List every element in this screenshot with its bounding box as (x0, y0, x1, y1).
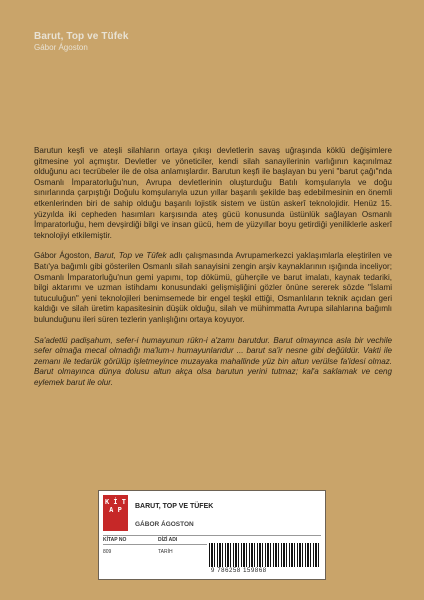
blurb-quote: Sa'adetlü padişahum, sefer-i humayunun rükn-i a'zamı barutdur. Barut olmayınca asla bir vechile sefer olmağa mecal olmadığı ma'lum-ı humayunlarıdur ... barut sa'ir nesne gibi değüldür. Vakti ile zemanı ile tedarük görülüp işletmeyince muzayaka mahallinde yüz bin altun verülse fa'idesi olmaz. Barut olmayınca dünya dolusu altun akça olsa barutun yerini tutmaz; kal'a saklamak ve ceng eylemek barut ile olur. (34, 335, 392, 387)
publisher-logo (103, 495, 128, 531)
book-number-label: KİTAP NO (103, 537, 127, 543)
label-divider-mid (103, 544, 207, 545)
blurb-paragraph-2 (34, 251, 392, 325)
publisher-logo-text: K İ T A P (104, 498, 127, 514)
paragraph-2-author: Gábor Ágoston, (34, 251, 92, 261)
paragraph-2-body: adlı çalışmasında Avrupamerkezci yaklaşımlarla eleştirilen ve Batı'ya bağımlı gibi gösterilen Osmanlı silah sanayisini zengin arşiv kaynaklarının ışığında inceliyor; Osmanlı İmparatorluğu'nun gemi yapımı, top dökümü, güherçile ve barut imalatı, kaynak tedariki, bilgi aktarımı ve uzman istihdamı konusundaki gelişmişliğini gözler önüne sererek sözde "İslami tutuculuğun" yeni teknolojileri benimsemede bir engel teşkil ettiği, Osmanlıların teknik açıdan geri kaldığı ve silah üretim kapasitesinin düşük olduğu, silah ve mühimmatta Avrupa silahlarına bağımlı bulunduğunu ileri süren tezlerin yanlışlığını ortaya koyuyor. (34, 251, 393, 324)
series-name-label: DİZİ ADI (158, 537, 178, 543)
book-author: Gábor Ágoston (34, 43, 88, 52)
label-divider-top (103, 535, 321, 536)
label-author: GÁBOR ÁGOSTON (135, 521, 194, 528)
paragraph-2-book-title: Barut, Top ve Tüfek (94, 251, 167, 261)
book-title: Barut, Top ve Tüfek (34, 31, 129, 42)
cover-header (34, 31, 129, 52)
label-title: BARUT, TOP VE TÜFEK (135, 503, 214, 510)
blurb-text (34, 146, 392, 398)
catalog-label (98, 490, 326, 580)
isbn-barcode (209, 543, 319, 567)
book-number-value: 809 (103, 549, 112, 555)
blurb-paragraph-1: Barutun keşfi ve ateşli silahların ortaya çıkışı devletlerin savaş uğraşında köklü değişimlere gitmesine yol açmıştır. Devletler ve yöneticiler, kendi silah sanayilerinin varlığının kaçınılmaz olduğunu acı tecrübeler ile de olsa anlamışlardır. Barutun keşfi ile başlayan bu yeni "barut çağı"nda Osmanlı İmparatorluğu'nun, Avrupa devletlerinin oluşturduğu Batılı komşularıyla ve doğu sınırlarında çarpıştığı Doğulu komşularıyla uzun yıllar başarılı şekilde baş edebilmesinin en önemli etkenlerinden biri de sahip olduğu başarılı lojistik sistem ve üstün askerî teknolojidir. Henüz 15. yüzyılda iki cepheden hasımları karşısında ateş gücü konusunda üstünlük sağlayan Osmanlı İmparatorluğu, hem devşirdiği bilgi ve insan gücü, hem de yüzyıllar boyu getirdiği yeniliklerle askerî teknolojiyi etkilemiştir. (34, 146, 392, 240)
series-name-value: TARİH (158, 549, 173, 555)
isbn-number: 9 786258 159868 (211, 568, 267, 574)
